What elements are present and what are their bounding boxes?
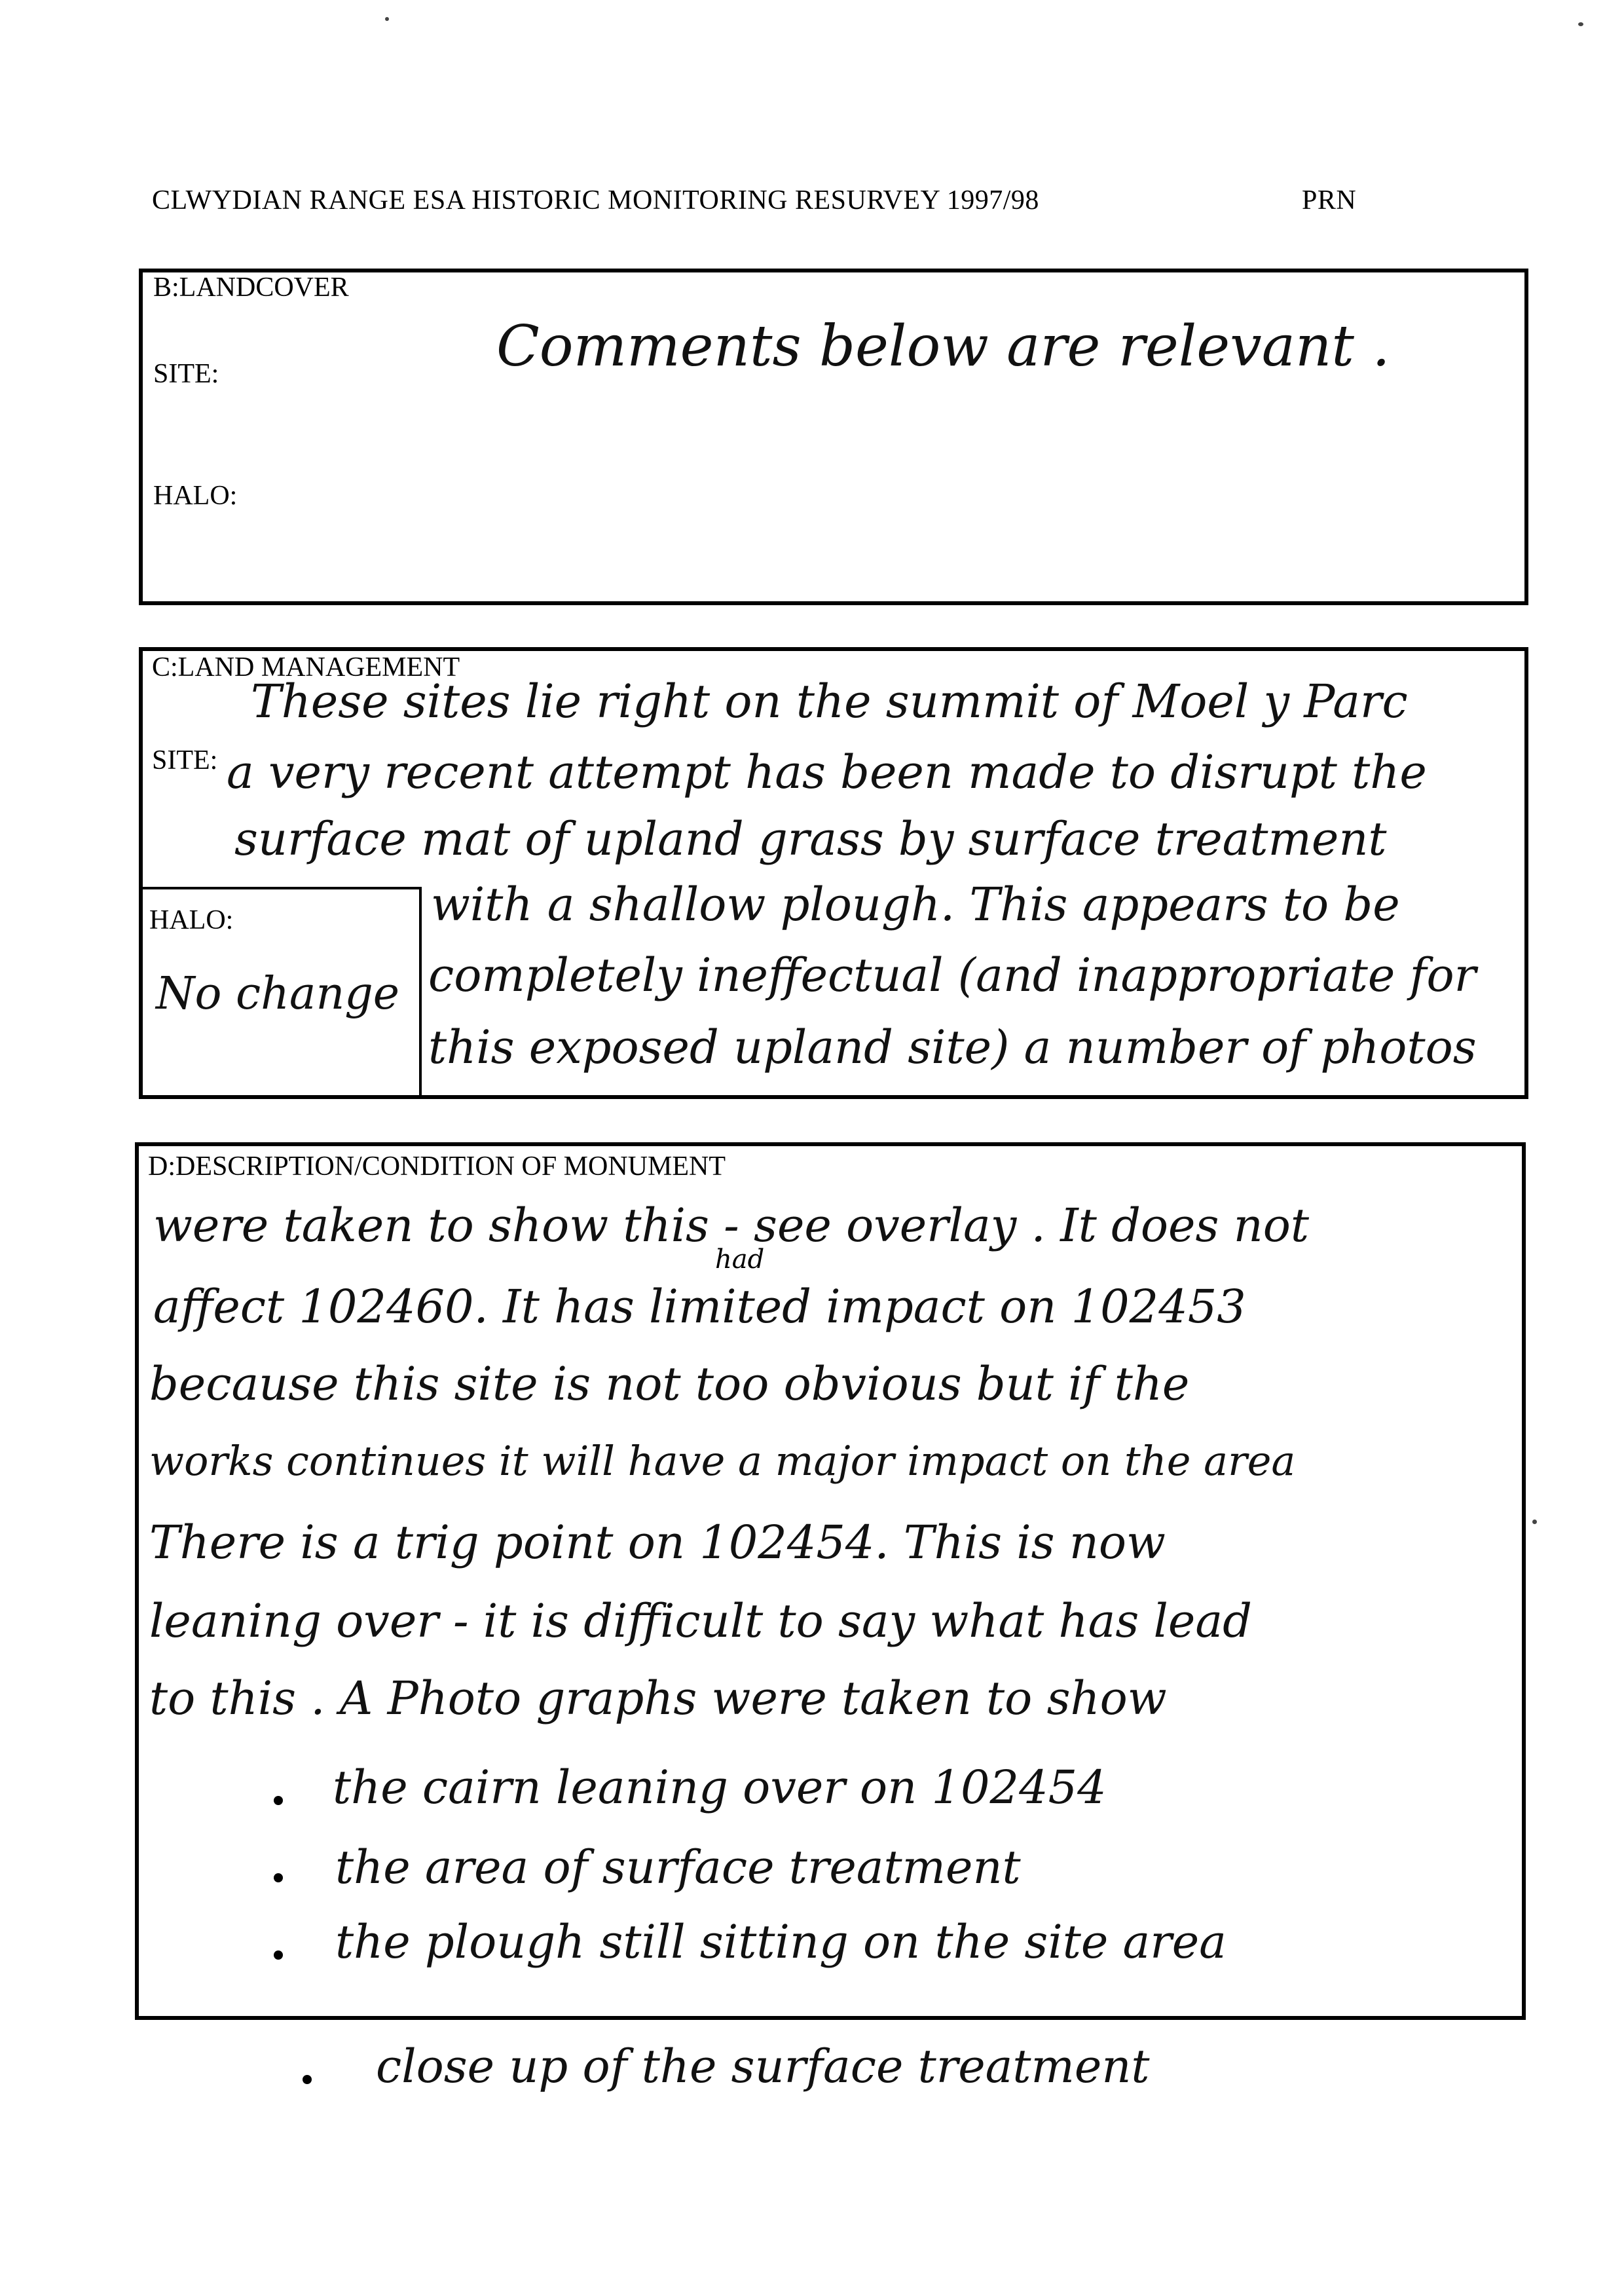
- land-management-line-5: completely ineffectual (and inappropriate for: [428, 948, 1477, 1002]
- land-management-line-3: surface mat of upland grass by surface treatment: [234, 812, 1387, 866]
- landcover-heading: B:LANDCOVER: [153, 272, 349, 303]
- description-bullet-3: the plough still sitting on the site area: [335, 1915, 1227, 1969]
- land-management-heading: C:LAND MANAGEMENT: [152, 652, 460, 682]
- description-insert: had: [715, 1244, 765, 1275]
- scan-speck: [385, 17, 389, 21]
- landcover-site-label: SITE:: [153, 359, 219, 389]
- description-line-6: leaning over - it is difficult to say what has lead: [149, 1594, 1252, 1648]
- landcover-halo-label: HALO:: [153, 481, 238, 511]
- land-management-line-2: a very recent attempt has been made to disrupt the: [227, 745, 1427, 799]
- description-bullet-2: the area of surface treatment: [335, 1840, 1021, 1894]
- landcover-section: [139, 269, 1528, 605]
- description-line-4: works continues it will have a major impact on the area: [149, 1437, 1296, 1485]
- description-heading: D:DESCRIPTION/CONDITION OF MONUMENT: [148, 1151, 726, 1182]
- form-title: CLWYDIAN RANGE ESA HISTORIC MONITORING RESURVEY 1997/98: [152, 185, 1039, 215]
- description-bullet-1: the cairn leaning over on 102454: [333, 1761, 1107, 1814]
- land-management-line-6: this exposed upland site) a number of photos: [428, 1020, 1477, 1074]
- bullet-2-icon: [274, 1873, 283, 1882]
- description-line-2: affect 102460. It has limited impact on 102453: [153, 1280, 1246, 1334]
- description-bullet-4: close up of the surface treatment: [376, 2040, 1150, 2093]
- bullet-3-icon: [274, 1950, 283, 1960]
- description-section: [135, 1142, 1526, 2020]
- land-management-section: [139, 647, 1528, 1099]
- description-line-5: There is a trig point on 102454. This is now: [149, 1516, 1166, 1569]
- land-management-line-1: These sites lie right on the summit of Moel y Parc: [251, 675, 1408, 728]
- prn-label: PRN: [1302, 185, 1357, 215]
- scan-speck: [1532, 1520, 1537, 1524]
- land-management-site-label: SITE:: [152, 745, 218, 775]
- description-line-3: because this site is not too obvious but if the: [149, 1357, 1190, 1411]
- scan-speck: [1578, 22, 1583, 26]
- land-management-line-4: with a shallow plough. This appears to be: [431, 878, 1400, 931]
- description-line-7: to this . A Photo graphs were taken to show: [149, 1671, 1167, 1725]
- description-line-1: were taken to show this - see overlay . It does not: [153, 1199, 1310, 1252]
- bullet-1-icon: [274, 1796, 283, 1805]
- landcover-site-text: Comments below are relevant .: [496, 314, 1390, 379]
- bullet-4-icon: [303, 2075, 312, 2084]
- land-management-halo-text: No change: [156, 968, 400, 1020]
- land-management-halo-label: HALO:: [149, 905, 234, 935]
